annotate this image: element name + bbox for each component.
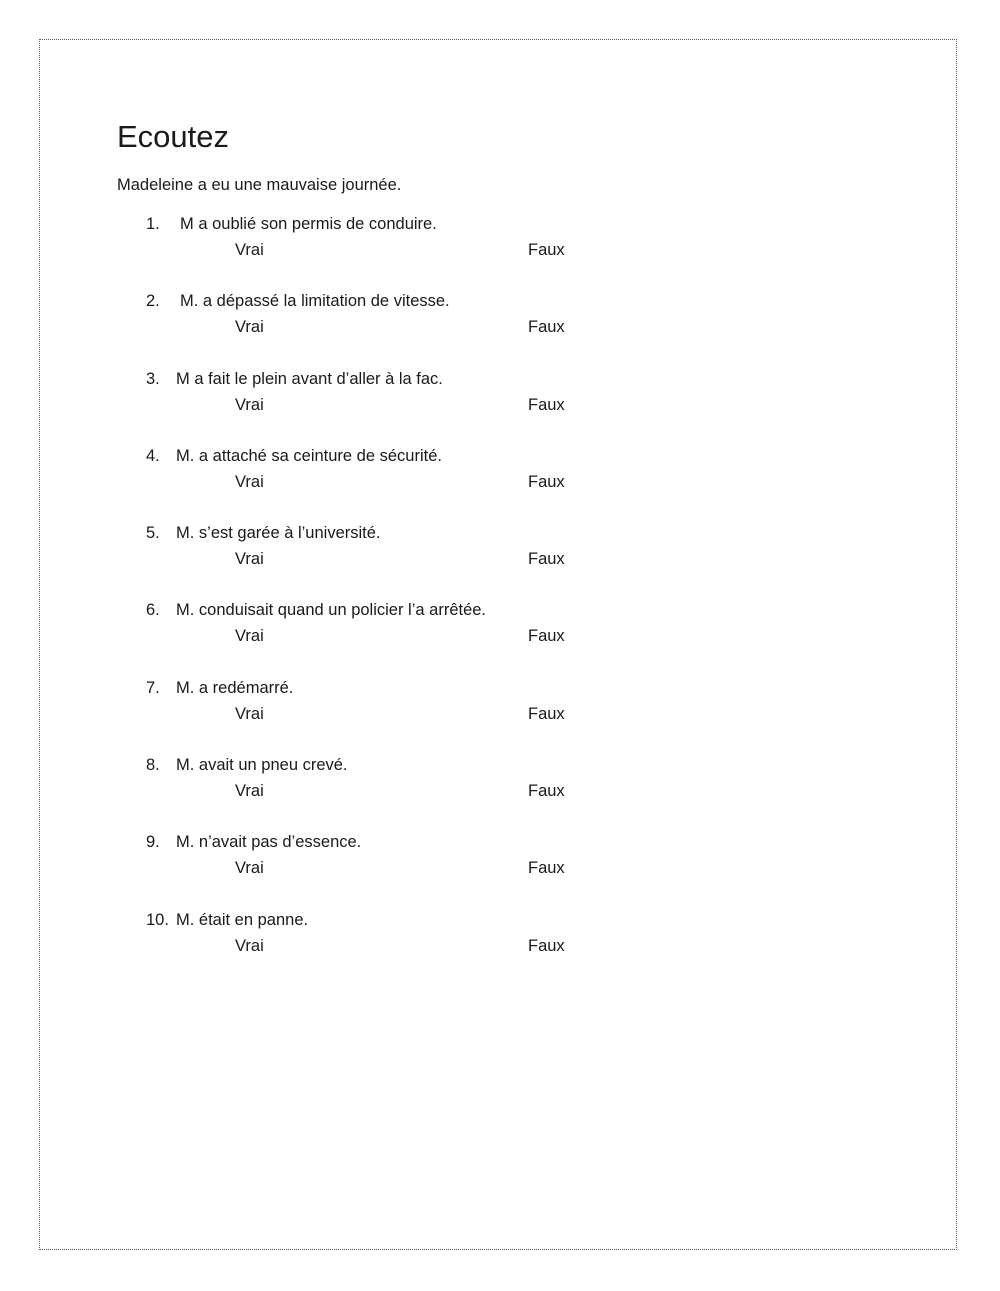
question-3 xyxy=(0,369,1000,429)
intro-text: Madeleine a eu une mauvaise journée. xyxy=(117,176,402,194)
question-number: 2. xyxy=(146,292,160,310)
question-text: M. conduisait quand un policier l’a arrêtée. xyxy=(176,601,487,619)
question-text: M. avait un pneu crevé. xyxy=(176,756,348,774)
true-option[interactable]: Vrai xyxy=(235,705,264,723)
question-number: 1. xyxy=(146,215,160,233)
true-option[interactable]: Vrai xyxy=(235,782,264,800)
question-1 xyxy=(0,214,1000,274)
question-number: 9. xyxy=(146,833,160,851)
false-option[interactable]: Faux xyxy=(528,318,565,336)
question-number: 7. xyxy=(146,679,160,697)
question-number: 5. xyxy=(146,524,160,542)
false-option[interactable]: Faux xyxy=(528,859,565,877)
question-text: M a fait le plein avant d’aller à la fac. xyxy=(176,370,443,388)
question-text: M. a redémarré. xyxy=(176,679,294,697)
false-option[interactable]: Faux xyxy=(528,937,565,955)
false-option[interactable]: Faux xyxy=(528,241,565,259)
question-number: 6. xyxy=(146,601,160,619)
true-option[interactable]: Vrai xyxy=(235,627,264,645)
question-text: M a oublié son permis de conduire. xyxy=(180,215,437,233)
question-text: M. s’est garée à l’université. xyxy=(176,524,381,542)
question-number: 8. xyxy=(146,756,160,774)
question-number: 3. xyxy=(146,370,160,388)
question-number: 4. xyxy=(146,447,160,465)
question-text: M. a attaché sa ceinture de sécurité. xyxy=(176,447,442,465)
false-option[interactable]: Faux xyxy=(528,396,565,414)
true-option[interactable]: Vrai xyxy=(235,473,264,491)
question-text: M. a dépassé la limitation de vitesse. xyxy=(180,292,450,310)
false-option[interactable]: Faux xyxy=(528,473,565,491)
false-option[interactable]: Faux xyxy=(528,550,565,568)
true-option[interactable]: Vrai xyxy=(235,396,264,414)
false-option[interactable]: Faux xyxy=(528,627,565,645)
true-option[interactable]: Vrai xyxy=(235,241,264,259)
question-9 xyxy=(0,832,1000,892)
question-10 xyxy=(0,910,1000,970)
true-option[interactable]: Vrai xyxy=(235,318,264,336)
false-option[interactable]: Faux xyxy=(528,705,565,723)
question-7 xyxy=(0,678,1000,738)
question-6 xyxy=(0,600,1000,660)
true-option[interactable]: Vrai xyxy=(235,550,264,568)
false-option[interactable]: Faux xyxy=(528,782,565,800)
true-option[interactable]: Vrai xyxy=(235,937,264,955)
question-8 xyxy=(0,755,1000,815)
question-text: M. n’avait pas d’essence. xyxy=(176,833,362,851)
question-5 xyxy=(0,523,1000,583)
question-number: 10. xyxy=(146,911,169,929)
question-text: M. était en panne. xyxy=(176,911,309,929)
question-2 xyxy=(0,291,1000,351)
page-title: Ecoutez xyxy=(117,119,230,154)
true-option[interactable]: Vrai xyxy=(235,859,264,877)
question-4 xyxy=(0,446,1000,506)
